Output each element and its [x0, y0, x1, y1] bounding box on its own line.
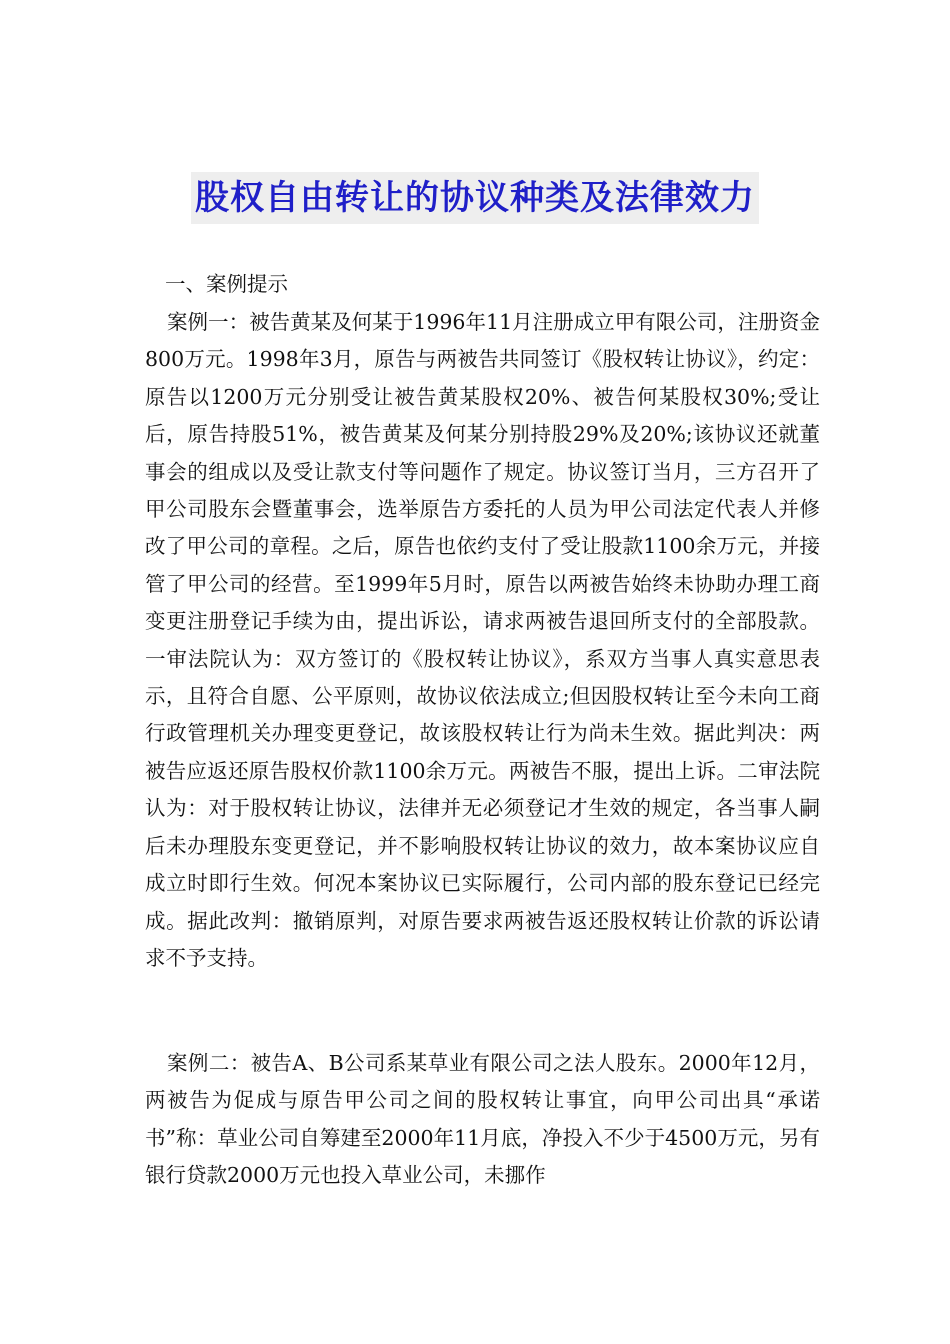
title-container	[0, 172, 950, 224]
document-title: 股权自由转让的协议种类及法律效力	[191, 172, 759, 224]
section-heading: 一、案例提示	[165, 272, 288, 296]
paragraph-case-one: 案例一：被告黄某及何某于1996年11月注册成立甲有限公司，注册资金800万元。1998年3月，原告与两被告共同签订《股权转让协议》，约定：原告以1200万元分别受让被告黄某股权20%、被告何某股权30%;受让后，原告持股51%，被告黄某及何某分别持股29%及20%;该协议还就董事会的组成以及受让款支付等问题作了规定。协议签订当月，三方召开了甲公司股东会暨董事会，选举原告方委托的人员为甲公司法定代表人并修改了甲公司的章程。之后，原告也依约支付了受让股款1100余万元，并接管了甲公司的经营。至1999年5月时，原告以两被告始终未协助办理工商变更注册登记手续为由，提出诉讼，请求两被告退回所支付的全部股款。一审法院认为：双方签订的《股权转让协议》，系双方当事人真实意思表示，且符合自愿、公平原则，故协议依法成立;但因股权转让至今未向工商行政管理机关办理变更登记，故该股权转让行为尚未生效。据此判决：两被告应返还原告股权价款1100余万元。两被告不服，提出上诉。二审法院认为：对于股权转让协议，法律并无必须登记才生效的规定，各当事人嗣后未办理股东变更登记，并不影响股权转让协议的效力，故本案协议应自成立时即行生效。何况本案协议已实际履行，公司内部的股东登记已经完成。据此改判：撤销原判，对原告要求两被告返还股权转让价款的诉讼请求不予支持。	[145, 310, 820, 970]
paragraph-case-two: 案例二：被告A、B公司系某草业有限公司之法人股东。2000年12月，两被告为促成与原告甲公司之间的股权转让事宜，向甲公司出具“承诺书”称：草业公司自筹建至2000年11月底，净投入不少于4500万元，另有银行贷款2000万元也投入草业公司，未挪作	[145, 1051, 820, 1188]
